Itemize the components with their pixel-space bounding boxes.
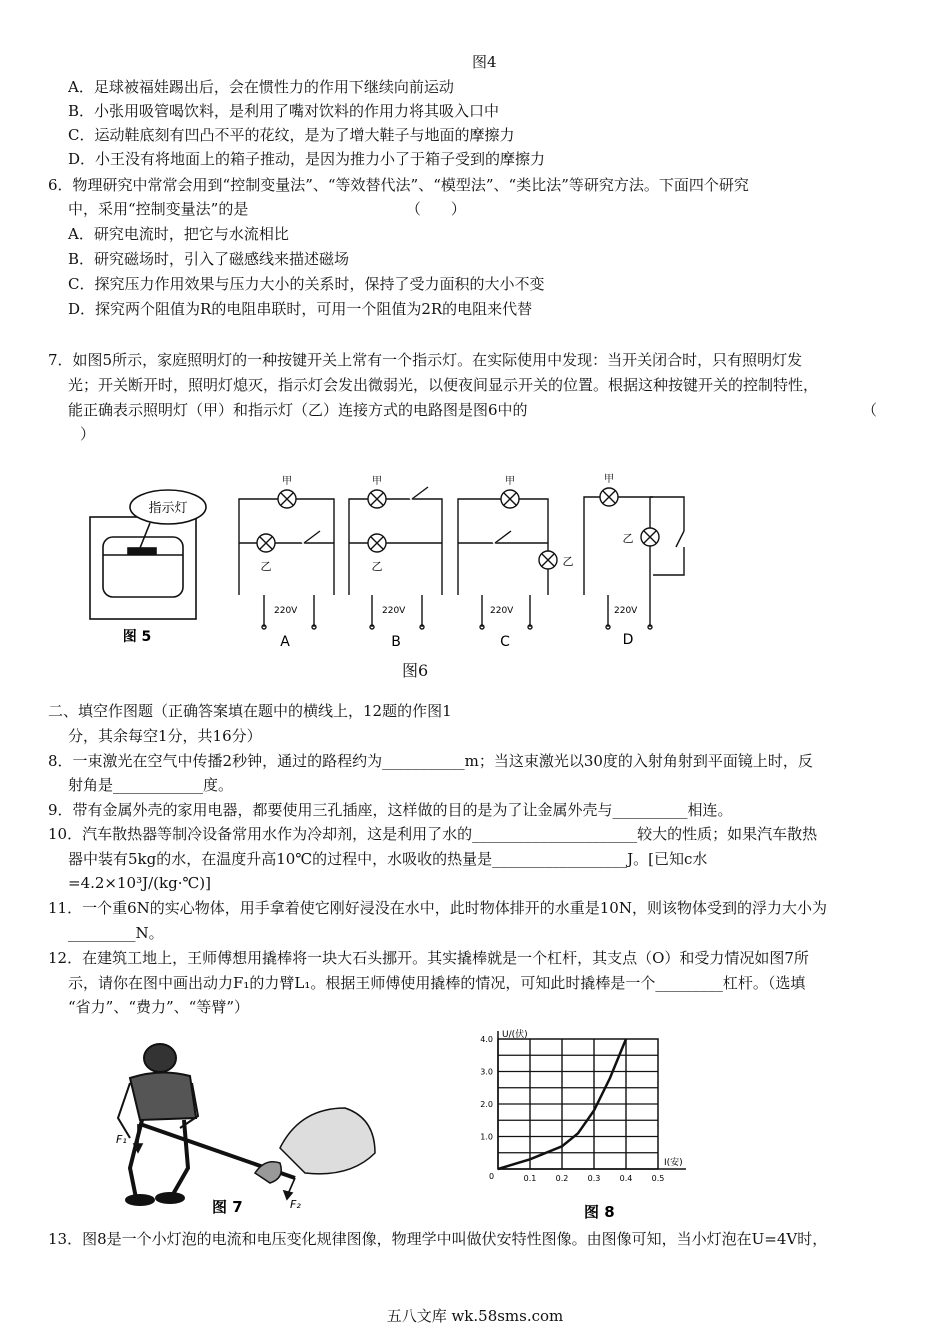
fig8-chart xyxy=(460,1025,720,1220)
fig7-caption: 图 7 xyxy=(212,1198,243,1216)
label-yi-b: 乙 xyxy=(371,560,383,573)
x-tick-label: 0.1 xyxy=(523,1174,537,1183)
q12-line3: “省力”、“费力”、“等臂”） xyxy=(68,998,250,1016)
section2-line2: 分，其余每空1分，共16分） xyxy=(68,727,262,745)
label-jia-d: 甲 xyxy=(604,474,614,485)
fig6-caption: 图6 xyxy=(402,661,429,680)
q7-line3: 能正确表示照明灯（甲）和指示灯（乙）连接方式的电路图是图6中的 xyxy=(68,401,528,419)
q6-line1: 6．物理研究中常常会用到“控制变量法”、“等效替代法”、“模型法”、“类比法”等研究方法。下面四个研究 xyxy=(48,176,749,194)
label-220v-a: 220V xyxy=(274,606,298,616)
q7-paren-open: （ xyxy=(862,401,878,419)
indicator-lamp-strip xyxy=(128,548,156,554)
q10-line2: 器中装有5kg的水，在温度升高10℃的过程中，水吸收的热量是__________________J。[已知c水 xyxy=(68,850,708,868)
q7-paren-close: ） xyxy=(80,425,96,443)
circuit-letter-d: D xyxy=(622,632,634,648)
circuit-letter-a: A xyxy=(280,634,290,650)
y-axis-label: U/(伏) xyxy=(502,1030,528,1040)
fig4-label: 图4 xyxy=(472,53,497,71)
y-tick-label: 2.0 xyxy=(480,1100,493,1109)
circuit-letter-c: C xyxy=(500,634,510,650)
q5-option-d: D．小王没有将地面上的箱子推动，是因为推力小了于箱子受到的摩擦力 xyxy=(68,150,546,168)
q12-line1: 12．在建筑工地上，王师傅想用撬棒将一块大石头挪开。其实撬棒就是一个杠杆，其支点（O）和受力情况如图7所 xyxy=(48,949,809,967)
q6-option-a: A．研究电流时，把它与水流相比 xyxy=(68,225,289,243)
y-tick-label: 3.0 xyxy=(480,1067,493,1077)
fig5-caption: 图 5 xyxy=(122,629,152,645)
origin-label: 0 xyxy=(489,1172,495,1181)
q11-line2: _________N。 xyxy=(68,924,164,942)
grid xyxy=(498,1039,658,1169)
fig7-f2: F₂ xyxy=(290,1198,301,1211)
q7-line2: 光；开关断开时，照明灯熄灭，指示灯会发出微弱光，以便夜间显示开关的位置。根据这种按键开关的控制特性， xyxy=(68,376,819,394)
switch-button xyxy=(103,537,183,597)
fig7-f1: F₁ xyxy=(116,1133,127,1146)
label-220v-c: 220V xyxy=(490,606,514,616)
label-yi-c: 乙 xyxy=(562,555,574,568)
y-tick-label: 4.0 xyxy=(480,1035,493,1044)
q10-line3: =4.2×10³J/(kg·℃)] xyxy=(68,874,211,892)
label-jia-c: 甲 xyxy=(505,476,515,487)
label-220v-b: 220V xyxy=(382,606,406,616)
label-yi-d: 乙 xyxy=(622,532,634,545)
label-jia-b: 甲 xyxy=(372,476,382,487)
q7-line1: 7．如图5所示，家庭照明灯的一种按键开关上常有一个指示灯。在实际使用中发现：当开关闭合时，只有照明灯发 xyxy=(48,351,803,369)
callout-pointer xyxy=(140,523,150,548)
x-tick-label: 0.2 xyxy=(555,1174,569,1183)
rock xyxy=(255,1108,375,1183)
y-tick-label: 1.0 xyxy=(480,1132,493,1142)
q11-line1: 11．一个重6N的实心物体，用手拿着使它刚好浸没在水中，此时物体排开的水重是10N，则该物体受到的浮力大小为 xyxy=(48,899,827,917)
worker-figure xyxy=(118,1044,198,1205)
label-jia-a: 甲 xyxy=(282,476,292,487)
x-tick-label: 0.3 xyxy=(587,1174,601,1183)
q5-option-b: B．小张用吸管喝饮料，是利用了嘴对饮料的作用力将其吸入口中 xyxy=(68,102,500,120)
fig7-crowbar xyxy=(100,1028,400,1218)
circuit-letter-b: B xyxy=(391,634,401,650)
q6-option-c: C．探究压力作用效果与压力大小的关系时，保持了受力面积的大小不变 xyxy=(68,275,545,293)
q12-line2: 示，请你在图中画出动力F₁的力臂L₁。根据王师傅使用撬棒的情况，可知此时撬棒是一个_________杠杆。（选填 xyxy=(68,974,806,992)
fig5-bubble-text: 指示灯 xyxy=(148,501,188,516)
q9: 9．带有金属外壳的家用电器，都要使用三孔插座，这样做的目的是为了让金属外壳与__________相连。 xyxy=(48,801,733,819)
q6-option-d: D．探究两个阻值为R的电阻串联时，可用一个阻值为2R的电阻来代替 xyxy=(68,300,533,318)
q6-option-b: B．研究磁场时，引入了磁感线来描述磁场 xyxy=(68,250,350,268)
q10-line1: 10．汽车散热器等制冷设备常用水作为冷却剂，这是利用了水的______________________较大的性质；如果汽车散热 xyxy=(48,825,818,843)
x-tick-label: 0.4 xyxy=(619,1174,633,1183)
q6-line2: 中，采用“控制变量法”的是 （ ） xyxy=(68,200,466,218)
footer: 五八文库 wk.58sms.com xyxy=(386,1307,564,1325)
x-axis-label: I(安) xyxy=(664,1158,683,1168)
label-220v-d: 220V xyxy=(614,606,638,616)
fig8-caption: 图 8 xyxy=(584,1203,615,1220)
switch-plate xyxy=(90,517,196,619)
x-tick-label: 0.5 xyxy=(651,1174,665,1183)
fig5-fig6-area xyxy=(0,455,950,685)
q13-line1: 13．图8是一个小灯泡的电流和电压变化规律图像，物理学中叫做伏安特性图像。由图像可知，当小灯泡在U=4V时， xyxy=(48,1230,828,1248)
q8-line2: 射角是____________度。 xyxy=(68,776,234,794)
label-yi-a: 乙 xyxy=(260,560,272,573)
section2-line1: 二、填空作图题（正确答案填在题中的横线上，12题的作图1 xyxy=(48,702,452,720)
tick-labels xyxy=(480,1035,664,1183)
q5-option-c: C．运动鞋底刻有凹凸不平的花纹，是为了增大鞋子与地面的摩擦力 xyxy=(68,126,515,144)
q8-line1: 8．一束激光在空气中传播2秒钟，通过的路程约为___________m；当这束激光以30度的入射角射到平面镜上时，反 xyxy=(48,752,813,770)
q5-option-a: A．足球被福娃踢出后，会在惯性力的作用下继续向前运动 xyxy=(68,78,454,96)
